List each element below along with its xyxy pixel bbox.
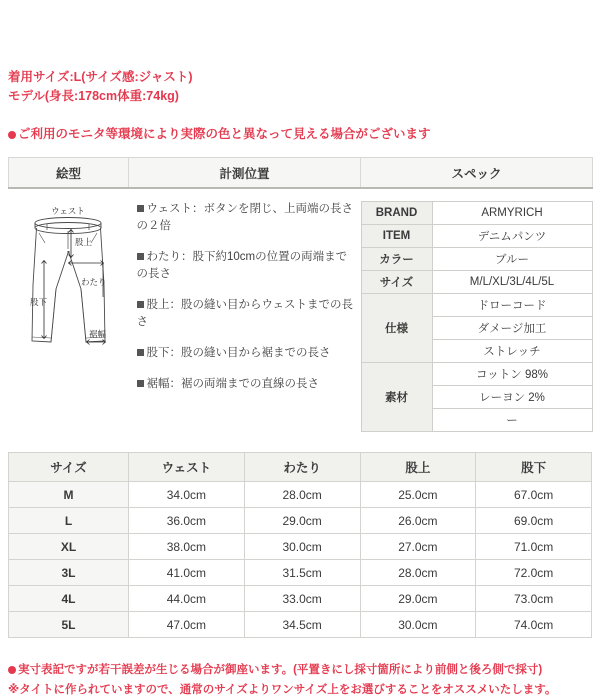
spec-key-color: カラー [361, 248, 432, 271]
size-cell-waist: 34.0cm [129, 482, 245, 508]
size-table-header-row [9, 453, 592, 482]
pants-diagram-svg [11, 201, 127, 361]
square-bullet-icon [137, 253, 144, 260]
size-cell-waist: 36.0cm [129, 508, 245, 534]
header-spec: スペック [361, 158, 593, 189]
size-cell-label: M [9, 482, 129, 508]
bullet-dot-icon [8, 666, 16, 674]
measure-item-inseam-text: 股下：股の縫い目から裾までの長さ [146, 347, 331, 359]
measure-item-hem-text: 裾幅：裾の両端までの直線の長さ [146, 378, 319, 390]
size-cell-rise: 29.0cm [360, 586, 476, 612]
main-table-body-row [9, 188, 593, 432]
spec-cell [361, 188, 593, 432]
spec-key-item: ITEM [361, 225, 432, 248]
size-cell-thigh: 33.0cm [244, 586, 360, 612]
size-cell-thigh: 34.5cm [244, 612, 360, 638]
spec-row-color [361, 248, 592, 271]
size-header-waist: ウェスト [129, 453, 245, 482]
actual-size-note [8, 660, 592, 680]
table-row [9, 612, 592, 638]
main-spec-table [8, 157, 593, 432]
size-cell-waist: 47.0cm [129, 612, 245, 638]
measure-item-waist-text: ウェスト：ボタンを閉じ、上両端の長さの２倍 [136, 203, 354, 232]
bottom-notes [8, 660, 592, 700]
size-cell-label: XL [9, 534, 129, 560]
size-cell-thigh: 29.0cm [244, 508, 360, 534]
spec-value-material-3: ー [432, 409, 592, 432]
monitor-color-note-text: ご利用のモニタ等環境により実際の色と異なって見える場合がございます [18, 127, 431, 141]
measure-item-inseam [137, 345, 355, 362]
table-row [9, 560, 592, 586]
size-header-inseam: 股下 [476, 453, 592, 482]
size-header-thigh: わたり [244, 453, 360, 482]
size-cell-label: 3L [9, 560, 129, 586]
size-cell-rise: 26.0cm [360, 508, 476, 534]
measure-item-thigh-text: わたり：股下約10cmの位置の両端までの長さ [136, 251, 348, 280]
diagram-label-inseam: 股下 [29, 297, 47, 307]
spec-value-material-1: コットン 98% [432, 363, 592, 386]
measure-item-waist [137, 201, 355, 235]
spec-row-feature-1 [361, 294, 592, 317]
size-cell-inseam: 74.0cm [476, 612, 592, 638]
bullet-dot-icon [8, 131, 16, 139]
spec-value-item: デニムパンツ [432, 225, 592, 248]
size-cell-rise: 28.0cm [360, 560, 476, 586]
spec-row-item [361, 225, 592, 248]
size-cell-rise: 25.0cm [360, 482, 476, 508]
spec-key-brand: BRAND [361, 202, 432, 225]
spec-value-color: ブルー [432, 248, 592, 271]
fit-recommendation-note: ※タイトに作られていますので、通常のサイズよりワンサイズ上をお選びすることをオススメいたします。 [8, 684, 557, 696]
header-diagram: 絵型 [9, 158, 129, 189]
spec-row-material-1 [361, 363, 592, 386]
size-cell-rise: 30.0cm [360, 612, 476, 638]
size-cell-thigh: 28.0cm [244, 482, 360, 508]
size-cell-label: L [9, 508, 129, 534]
measure-item-rise [137, 297, 355, 331]
table-row [9, 508, 592, 534]
size-header-size: サイズ [9, 453, 129, 482]
size-cell-inseam: 73.0cm [476, 586, 592, 612]
spec-row-brand [361, 202, 592, 225]
monitor-color-note [8, 125, 592, 143]
diagram-label-rise: 股上 [74, 237, 92, 247]
spec-value-feature-2: ダメージ加工 [432, 317, 592, 340]
size-cell-label: 5L [9, 612, 129, 638]
pants-diagram [11, 201, 127, 361]
header-measure-position: 計測位置 [129, 158, 361, 189]
wearing-size-note: 着用サイズ:L(サイズ感:ジャスト) [8, 70, 193, 84]
diagram-label-waist: ウェスト [50, 206, 85, 216]
table-row [9, 534, 592, 560]
spec-value-feature-3: ストレッチ [432, 340, 592, 363]
spec-value-feature-1: ドローコード [432, 294, 592, 317]
size-cell-thigh: 30.0cm [244, 534, 360, 560]
square-bullet-icon [137, 301, 144, 308]
spec-value-brand: ARMYRICH [432, 202, 592, 225]
size-header-rise: 股上 [360, 453, 476, 482]
size-measurement-table [8, 452, 592, 638]
spec-key-size: サイズ [361, 271, 432, 294]
size-cell-inseam: 67.0cm [476, 482, 592, 508]
actual-size-note-text: 実寸表記ですが若干誤差が生じる場合が御座います。(平置きにし採寸箇所により前側と後ろ側で採寸) [18, 664, 543, 676]
spec-detail-table [361, 201, 593, 432]
measure-item-thigh [137, 249, 355, 283]
measure-description-cell [129, 188, 361, 432]
table-row [9, 586, 592, 612]
top-notes [8, 0, 592, 106]
size-cell-waist: 41.0cm [129, 560, 245, 586]
size-cell-inseam: 71.0cm [476, 534, 592, 560]
diagram-label-thigh: わたり [80, 277, 107, 287]
square-bullet-icon [137, 205, 144, 212]
size-cell-rise: 27.0cm [360, 534, 476, 560]
main-table-header-row [9, 158, 593, 189]
diagram-label-hem: 裾幅 [88, 329, 106, 339]
spec-key-features: 仕様 [361, 294, 432, 363]
measure-list [129, 199, 361, 393]
diagram-cell [9, 188, 129, 432]
square-bullet-icon [137, 380, 144, 387]
spec-value-size: M/L/XL/3L/4L/5L [432, 271, 592, 294]
model-info-note: モデル(身長:178cm体重:74kg) [8, 89, 179, 103]
table-row [9, 482, 592, 508]
size-cell-inseam: 72.0cm [476, 560, 592, 586]
measure-item-hem [137, 376, 355, 393]
size-cell-inseam: 69.0cm [476, 508, 592, 534]
measure-item-rise-text: 股上：股の縫い目からウェストまでの長さ [136, 299, 354, 328]
size-cell-waist: 44.0cm [129, 586, 245, 612]
spec-key-material: 素材 [361, 363, 432, 432]
size-cell-label: 4L [9, 586, 129, 612]
spec-value-material-2: レーヨン 2% [432, 386, 592, 409]
spec-row-size [361, 271, 592, 294]
square-bullet-icon [137, 349, 144, 356]
size-cell-thigh: 31.5cm [244, 560, 360, 586]
size-cell-waist: 38.0cm [129, 534, 245, 560]
